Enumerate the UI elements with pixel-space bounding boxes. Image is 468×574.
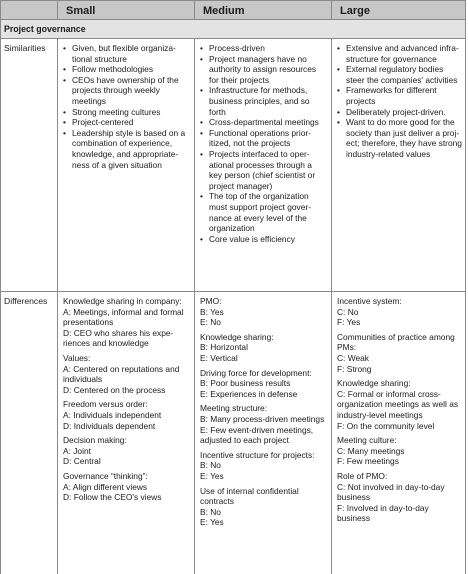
difference-option: A: Meetings, informal and formal presentations xyxy=(63,306,184,328)
difference-option: C: Many meetings xyxy=(337,445,405,456)
difference-title: Knowledge sharing: xyxy=(200,331,274,342)
difference-group xyxy=(63,435,191,467)
list-item: • Follow methodologies xyxy=(63,64,190,75)
difference-title: PMO: xyxy=(200,296,222,306)
list-item: • The top of the organization must support project gover-nance at every level of the organization xyxy=(200,191,327,233)
difference-group xyxy=(200,403,328,445)
list-item: • CEOs have ownership of the projects through weekly meetings xyxy=(63,75,190,107)
difference-option: C: Formal or informal cross-organization meetings as well as industry-level meetings xyxy=(337,388,459,420)
divider xyxy=(57,0,58,20)
difference-option: F: Few meetings xyxy=(337,456,399,467)
difference-option: A: Centered on reputations and individuals xyxy=(63,363,180,385)
list-item: • Given, but flexible organiza-tional structure xyxy=(63,43,190,64)
similarities-large-list xyxy=(337,43,464,160)
difference-group xyxy=(200,296,328,328)
difference-group xyxy=(63,353,191,395)
difference-title: Role of PMO: xyxy=(337,470,388,481)
difference-title: Freedom versus order: xyxy=(63,399,148,410)
difference-group xyxy=(200,332,328,364)
list-item: • Extensive and advanced infra-structure for governance xyxy=(337,43,464,64)
difference-group xyxy=(63,399,191,431)
differences-large xyxy=(337,296,464,528)
difference-title: Meeting structure: xyxy=(200,403,268,414)
list-item: • Project-centered xyxy=(63,117,190,128)
list-item: • Functional operations prior-itized, not the projects xyxy=(200,128,327,149)
difference-group xyxy=(337,296,464,328)
row-divider xyxy=(1,291,465,292)
difference-option: E: Yes xyxy=(200,470,224,481)
differences-small xyxy=(63,296,191,507)
difference-group xyxy=(63,296,191,349)
difference-title: Values: xyxy=(63,352,91,363)
similarities-small-list xyxy=(63,43,190,170)
list-item: • Deliberately project-driven. xyxy=(337,107,464,118)
difference-title: Driving force for development: xyxy=(200,367,312,378)
column-header-large: Large xyxy=(340,5,370,17)
difference-option: B: No xyxy=(200,460,221,471)
difference-title: Decision making: xyxy=(63,435,127,446)
difference-title: Governance “thinking”: xyxy=(63,470,148,481)
difference-group xyxy=(200,450,328,482)
divider xyxy=(331,0,332,20)
difference-title: Knowledge sharing: xyxy=(337,378,411,389)
difference-option: A: Individuals independent xyxy=(63,409,162,420)
difference-group xyxy=(337,471,464,524)
list-item: • Frameworks for different projects xyxy=(337,85,464,106)
divider xyxy=(331,39,332,574)
difference-option: B: Yes xyxy=(200,306,224,317)
list-item: • Want to do more good for the society than just deliver a proj-ect; therefore, they have strong industry-related values xyxy=(337,117,464,159)
difference-option: D: Central xyxy=(63,456,101,467)
difference-group xyxy=(337,378,464,431)
table-header-row xyxy=(1,0,465,20)
divider xyxy=(57,39,58,574)
difference-option: B: Horizontal xyxy=(200,342,248,353)
difference-title: Communities of practice among PMs: xyxy=(337,331,455,353)
list-item: • Project managers have no authority to assign resources for their projects xyxy=(200,54,327,86)
column-header-small: Small xyxy=(66,5,96,17)
differences-medium xyxy=(200,296,328,532)
difference-option: F: On the community level xyxy=(337,420,435,431)
difference-option: B: Poor business results xyxy=(200,378,291,389)
difference-option: A: Joint xyxy=(63,445,91,456)
difference-group xyxy=(337,332,464,374)
section-title: Project governance xyxy=(4,24,86,34)
difference-option: C: No xyxy=(337,306,359,317)
difference-option: B: Many process-driven meetings xyxy=(200,413,325,424)
divider xyxy=(194,0,195,20)
list-item: • Strong meeting cultures xyxy=(63,107,190,118)
list-item: • Cross-departmental meetings xyxy=(200,117,327,128)
difference-title: Knowledge sharing in company: xyxy=(63,296,182,306)
list-item: • Core value is efficiency xyxy=(200,234,327,245)
list-item: • Process-driven xyxy=(200,43,327,54)
difference-group xyxy=(200,486,328,528)
difference-option: E: Vertical xyxy=(200,352,238,363)
divider xyxy=(194,39,195,574)
difference-option: D: CEO who shares his expe-riences and knowledge xyxy=(63,327,174,349)
difference-option: C: Weak xyxy=(337,352,369,363)
difference-option: E: Few event-driven meetings, adjusted to each project xyxy=(200,424,314,446)
difference-group xyxy=(337,435,464,467)
list-item: • Infrastructure for methods, business principles, and so forth xyxy=(200,85,327,117)
difference-option: D: Follow the CEO's views xyxy=(63,492,162,503)
difference-title: Incentive structure for projects: xyxy=(200,449,315,460)
list-item: • Leadership style is based on a combination of experience, knowledge, and appropriate-ness of a given situation xyxy=(63,128,190,170)
difference-title: Incentive system: xyxy=(337,296,402,306)
column-header-medium: Medium xyxy=(203,5,245,17)
list-item: • Projects interfaced to oper-ational processes through a key person (chief scientist or project manager) xyxy=(200,149,327,191)
difference-option: E: Experiences in defense xyxy=(200,388,298,399)
row-label-similarities: Similarities xyxy=(4,43,46,53)
difference-option: C: Not involved in day-to-day business xyxy=(337,481,445,503)
difference-option: D: Centered on the process xyxy=(63,384,166,395)
difference-option: F: Involved in day-to-day business xyxy=(337,502,429,524)
list-item: • External regulatory bodies steer the companies' activities xyxy=(337,64,464,85)
difference-title: Use of internal confidential contracts xyxy=(200,485,299,507)
section-row xyxy=(1,20,465,39)
difference-option: D: Individuals dependent xyxy=(63,420,156,431)
similarities-medium-list xyxy=(200,43,327,244)
difference-option: B: No xyxy=(200,506,221,517)
difference-option: F: Strong xyxy=(337,363,372,374)
difference-option: F: Yes xyxy=(337,317,361,328)
row-label-differences: Differences xyxy=(4,296,48,306)
difference-option: E: Yes xyxy=(200,517,224,528)
difference-title: Meeting culture: xyxy=(337,435,397,446)
difference-option: A: Align different views xyxy=(63,481,148,492)
difference-group xyxy=(63,471,191,503)
difference-option: E: No xyxy=(200,317,221,328)
difference-group xyxy=(200,368,328,400)
